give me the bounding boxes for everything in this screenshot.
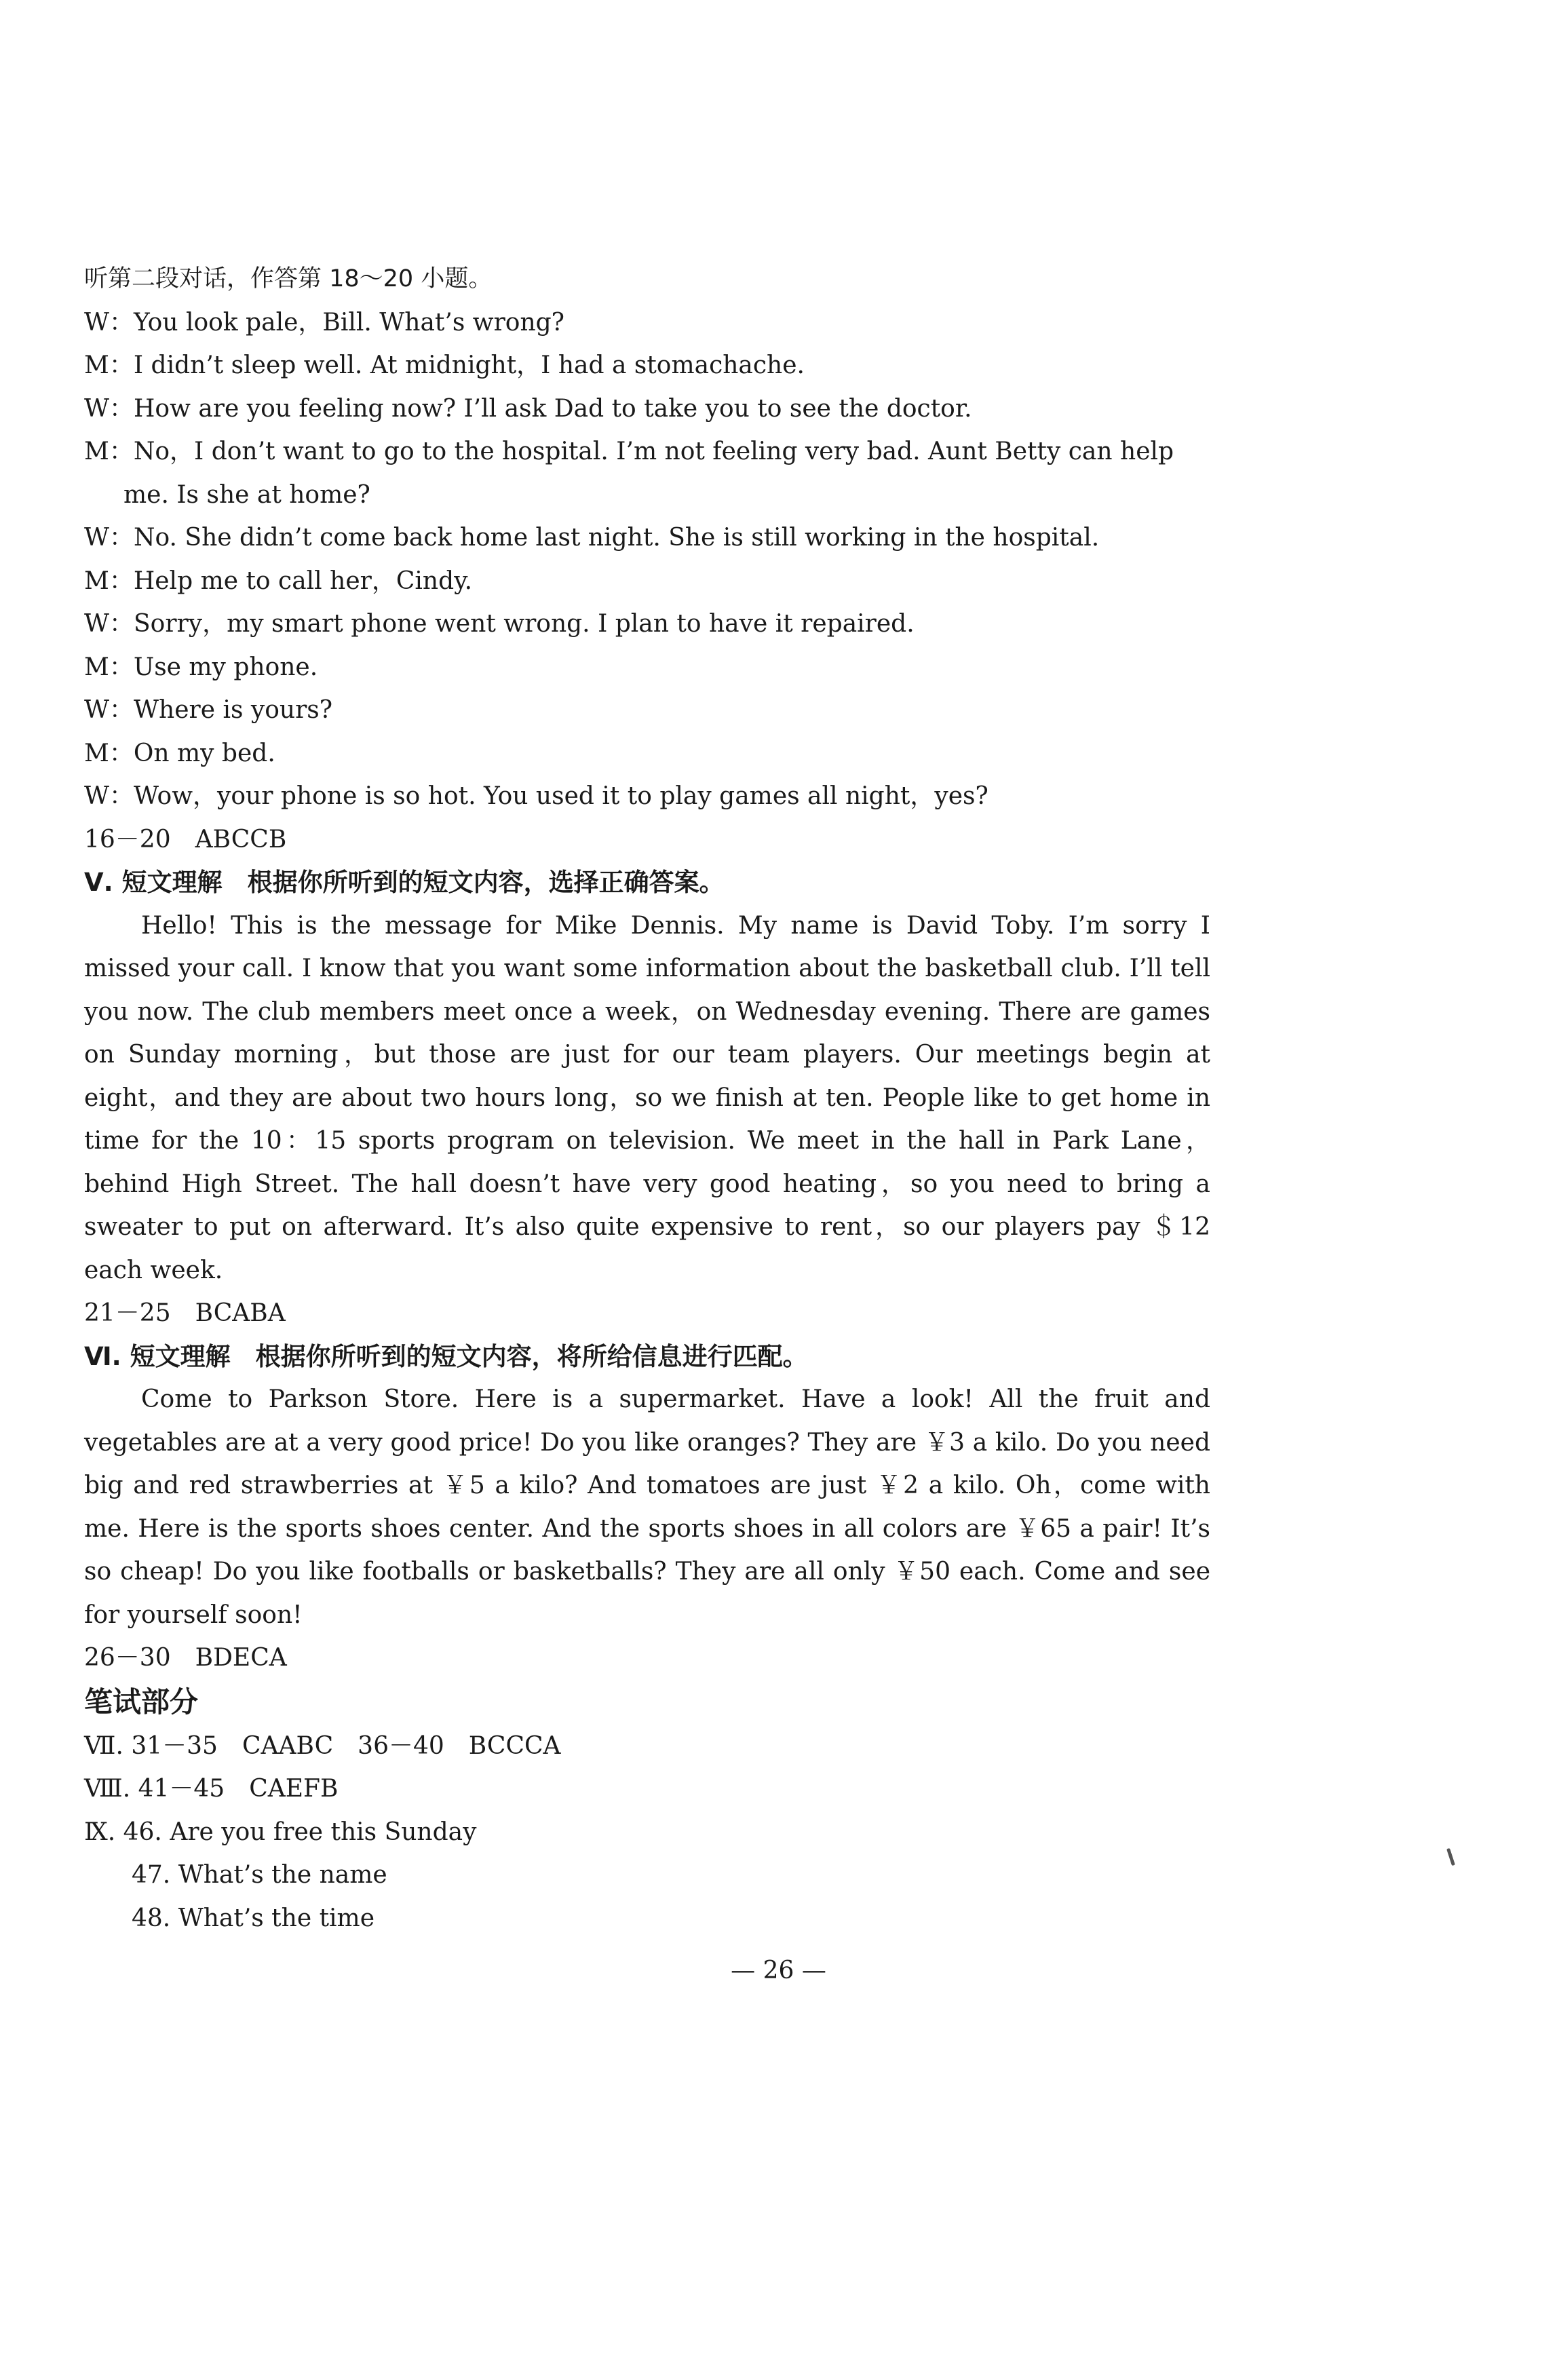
dialogue-line: M：Help me to call her，Cindy. <box>84 567 473 595</box>
dialogue-line: W：You look pale，Bill. What’s wrong? <box>84 308 564 337</box>
written-part-heading: 笔试部分 <box>84 1685 199 1719</box>
section-v-passage: Hello! This is the message for Mike Dennis. My name is David Toby. I’m sorry I missed your call. I know that you want some information about the basketball club. I’ll tell you now. The club members meet once a week，on Wednesday evening. There are games on Sunday morning，but those are just for our team players. Our meetings begin at eight，and they are about two hours long，so we finish at ten. People like to get home in time for the 10：15 sports program on television. We meet in the hall in Park Lane，behind High Street. The hall doesn’t have very good heating，so you need to bring a sweater to put on afterward. It’s also quite expensive to rent，so our players pay ＄12 each week. <box>84 911 1210 1284</box>
dialogue-line: M：Use my phone. <box>84 653 318 681</box>
answer-key-page <box>84 258 1237 1940</box>
scan-smudge <box>1446 1848 1455 1866</box>
dialogue-line: W：How are you feeling now? I’ll ask Dad to take you to see the doctor. <box>84 394 972 423</box>
section-ix-answer-48: 48. What’s the time <box>132 1904 374 1932</box>
section-ix-answer-47: 47. What’s the name <box>132 1861 387 1889</box>
answers-21-25: 21－25 BCABA <box>84 1299 286 1327</box>
dialogue-line: M：I didn’t sleep well. At midnight，I had a stomachache. <box>84 351 805 379</box>
dialogue-line: M：No，I don’t want to go to the hospital. I’m not feeling very bad. Aunt Betty can help <box>84 438 1174 465</box>
dialogue-line: W：Where is yours? <box>84 696 333 724</box>
section-vi-heading: Ⅵ. 短文理解 根据你所听到的短文内容，将所给信息进行匹配。 <box>84 1341 808 1371</box>
dialogue-line: W：No. She didn’t come back home last night. She is still working in the hospital. <box>84 524 1100 552</box>
section-ix-answer-46: Ⅸ. 46. Are you free this Sunday <box>84 1818 477 1846</box>
dialogue-line: W：Wow，your phone is so hot. You used it to play games all night，yes? <box>84 782 988 810</box>
dialogue-line: W：Sorry，my smart phone went wrong. I plan to have it repaired. <box>84 610 915 638</box>
answers-26-30: 26－30 BDECA <box>84 1644 287 1672</box>
page-number: — 26 — <box>731 1957 826 1984</box>
section-vi-passage: Come to Parkson Store. Here is a supermarket. Have a look! All the fruit and vegetables are at a very good price! Do you like oranges? They are ￥3 a kilo. Do you need big and red strawberries at ￥5 a kilo? And tomatoes are just ￥2 a kilo. Oh，come with me. Here is the sports shoes center. And the sports shoes in all colors are ￥65 a pair! It’s so cheap! Do you like footballs or basketballs? They are all only ￥50 each. Come and see for yourself soon! <box>84 1385 1210 1629</box>
section-vii-answers: Ⅶ. 31－35 CAABC 36－40 BCCCA <box>84 1731 561 1760</box>
section-viii-answers: Ⅷ. 41－45 CAEFB <box>84 1775 339 1803</box>
section-v-heading: Ⅴ. 短文理解 根据你所听到的短文内容，选择正确答案。 <box>84 868 725 897</box>
dialogue-line-continuation: me. Is she at home? <box>123 480 370 509</box>
dialogue-line: M：On my bed. <box>84 739 275 767</box>
answers-16-20: 16－20 ABCCB <box>84 825 287 853</box>
dialogue-heading: 听第二段对话，作答第 18～20 小题。 <box>84 265 493 292</box>
